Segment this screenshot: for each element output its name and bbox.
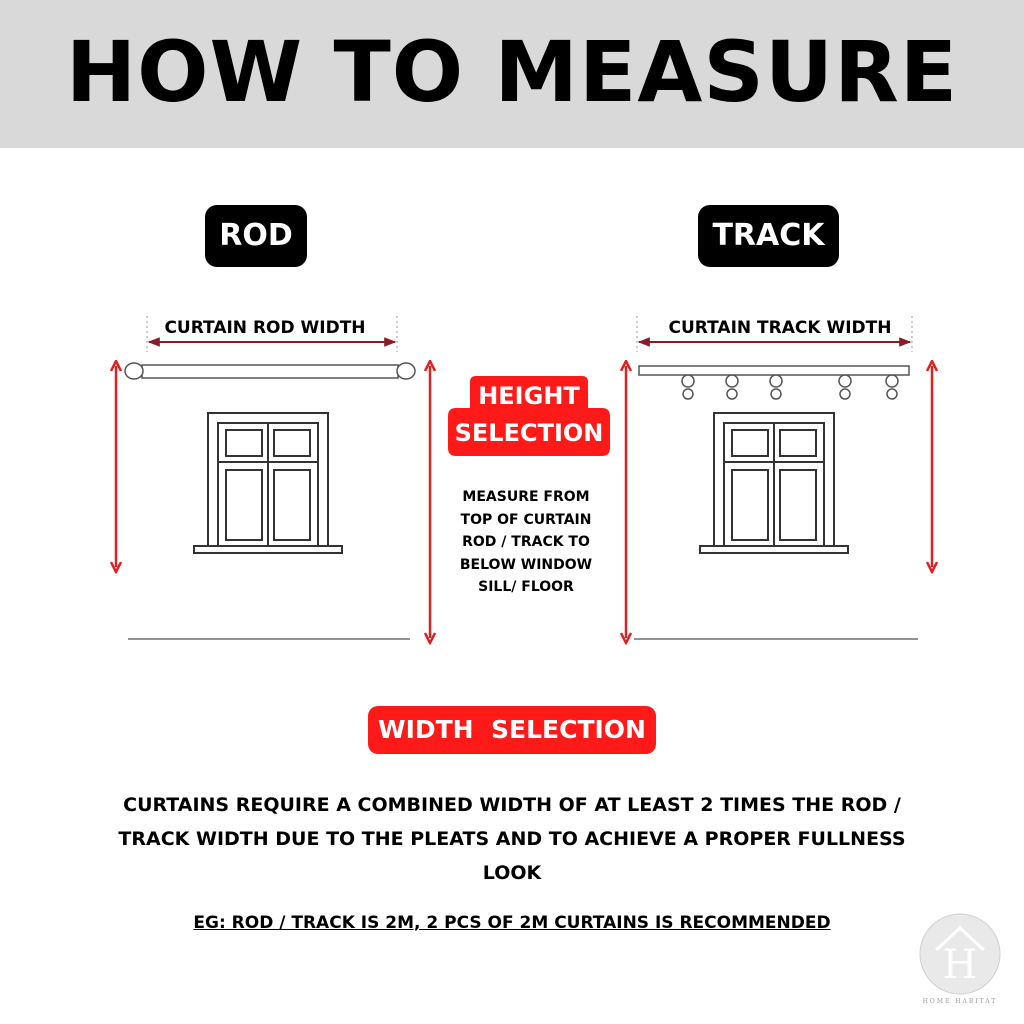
rod-label: ROD	[205, 205, 307, 267]
logo-wordmark: HOME HABITAT	[922, 998, 998, 1005]
logo-mark	[918, 912, 1002, 996]
page-title: HOW TO MEASURE	[65, 23, 959, 121]
width-example: EG: ROD / TRACK IS 2M, 2 PCS OF 2M CURTAINS IS RECOMMENDED	[193, 913, 831, 933]
curtain-rod	[142, 365, 398, 378]
track-diagram	[626, 316, 932, 639]
logo-monogram: H	[942, 942, 978, 988]
diagram-illustration	[0, 280, 1024, 660]
height-badge-line2: SELECTION	[454, 419, 604, 447]
height-badge-line1: HEIGHT	[478, 382, 580, 410]
curtain-track	[639, 366, 909, 375]
measurement-diagram	[0, 280, 1024, 660]
track-label: TRACK	[698, 205, 839, 267]
track-gliders	[682, 375, 898, 399]
home-habitat-logo	[918, 912, 1002, 996]
window-illustration-rod	[194, 413, 342, 553]
rod-diagram	[116, 316, 430, 639]
height-selection-badge	[446, 374, 612, 458]
window-illustration-track	[700, 413, 848, 553]
header-banner	[0, 0, 1024, 148]
track-width-label: CURTAIN TRACK WIDTH	[668, 318, 892, 338]
rod-width-label: CURTAIN ROD WIDTH	[164, 318, 366, 338]
rod-finial-right	[397, 363, 415, 379]
height-measure-note: MEASURE FROM TOP OF CURTAIN ROD / TRACK TO BELOW WINDOW SILL/ FLOOR	[459, 489, 593, 595]
width-description: CURTAINS REQUIRE A COMBINED WIDTH OF AT LEAST 2 TIMES THE ROD / TRACK WIDTH DUE TO THE PLEATS AND TO ACHIEVE A PROPER FULLNESS LOOK	[118, 794, 906, 884]
width-selection-badge: WIDTH SELECTION	[368, 706, 656, 754]
rod-finial-left	[125, 363, 143, 379]
